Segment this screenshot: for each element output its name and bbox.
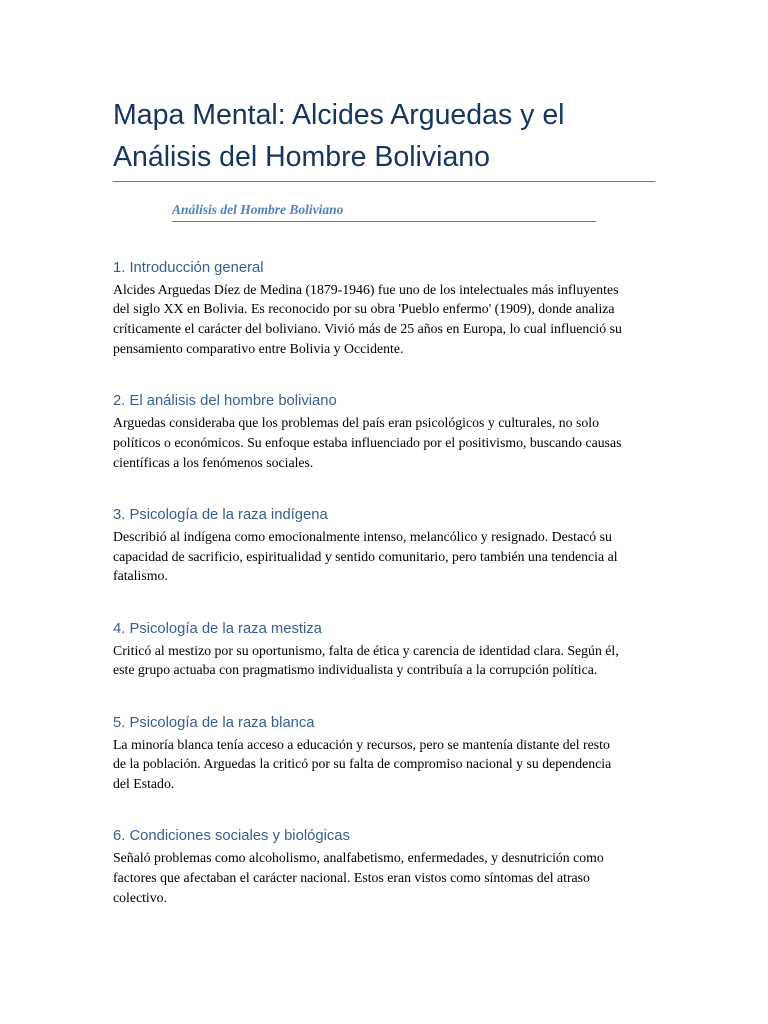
paragraph-line: colectivo. (113, 889, 168, 905)
document-title (113, 94, 655, 182)
section-paragraph (113, 735, 768, 794)
title-line: Mapa Mental: Alcides Arguedas y el (113, 99, 565, 131)
section-heading: 2. El análisis del hombre boliviano (113, 393, 337, 409)
paragraph-line: fatalismo. (113, 568, 168, 584)
section-introduccion (113, 257, 768, 359)
paragraph-line: Señaló problemas como alcoholismo, analfabetismo, enfermedades, y desnutrición como (113, 850, 604, 866)
section-analisis (113, 390, 768, 472)
paragraph-line: de la población. Arguedas la criticó por su falta de compromiso nacional y su dependencia (113, 756, 612, 772)
paragraph-line: del siglo XX en Bolivia. Es reconocido por su obra 'Pueblo enfermo' (1909), donde analiza (113, 301, 615, 317)
paragraph-line: críticamente el carácter del boliviano. Vivió más de 25 años en Europa, lo cual influenció su (113, 321, 622, 336)
document-subtitle: Análisis del Hombre Boliviano (172, 201, 596, 222)
section-raza-mestiza (113, 618, 768, 681)
section-paragraph (113, 413, 768, 472)
paragraph-line: Describió al indígena como emocionalmente intenso, melancólico y resignado. Destacó su (113, 528, 612, 544)
paragraph-line: factores que afectaban el carácter nacional. Estos eran vistos como síntomas del atraso (113, 870, 590, 885)
section-heading: 4. Psicología de la raza mestiza (113, 620, 322, 637)
paragraph-line: Arguedas consideraba que los problemas del país eran psicológicos y culturales, no solo (113, 415, 599, 430)
section-heading: 1. Introducción general (113, 259, 264, 276)
section-condiciones (113, 825, 768, 907)
paragraph-line: Criticó al mestizo por su oportunismo, falta de ética y carencia de identidad clara. Según él, (113, 642, 619, 658)
paragraph-line: pensamiento comparativo entre Bolivia y Occidente. (113, 340, 404, 356)
paragraph-line: del Estado. (113, 776, 175, 791)
section-heading: 3. Psicología de la raza indígena (113, 506, 328, 523)
section-raza-indigena (113, 504, 768, 586)
paragraph-line: capacidad de sacrificio, espiritualidad y sentido comunitario, pero también una tendencia al (113, 548, 618, 564)
section-raza-blanca (113, 712, 768, 794)
section-heading: 5. Psicología de la raza blanca (113, 714, 315, 731)
paragraph-line: Alcides Arguedas Díez de Medina (1879-1946) fue uno de los intelectuales más influyentes (113, 281, 619, 297)
paragraph-line: políticos o económicos. Su enfoque estaba influenciado por el positivismo, buscando causas (113, 434, 622, 450)
paragraph-line: científicas a los fenómenos sociales. (113, 454, 314, 470)
section-paragraph (113, 641, 768, 681)
title-line: Análisis del Hombre Boliviano (113, 141, 491, 173)
section-paragraph (113, 280, 768, 359)
sections-container (113, 257, 768, 908)
paragraph-line: La minoría blanca tenía acceso a educación y recursos, pero se mantenía distante del resto (113, 736, 610, 752)
section-paragraph (113, 848, 768, 907)
section-heading: 6. Condiciones sociales y biológicas (113, 828, 350, 845)
paragraph-line: este grupo actuaba con pragmatismo individualista y contribuía a la corrupción política. (113, 662, 598, 678)
section-paragraph (113, 527, 768, 586)
